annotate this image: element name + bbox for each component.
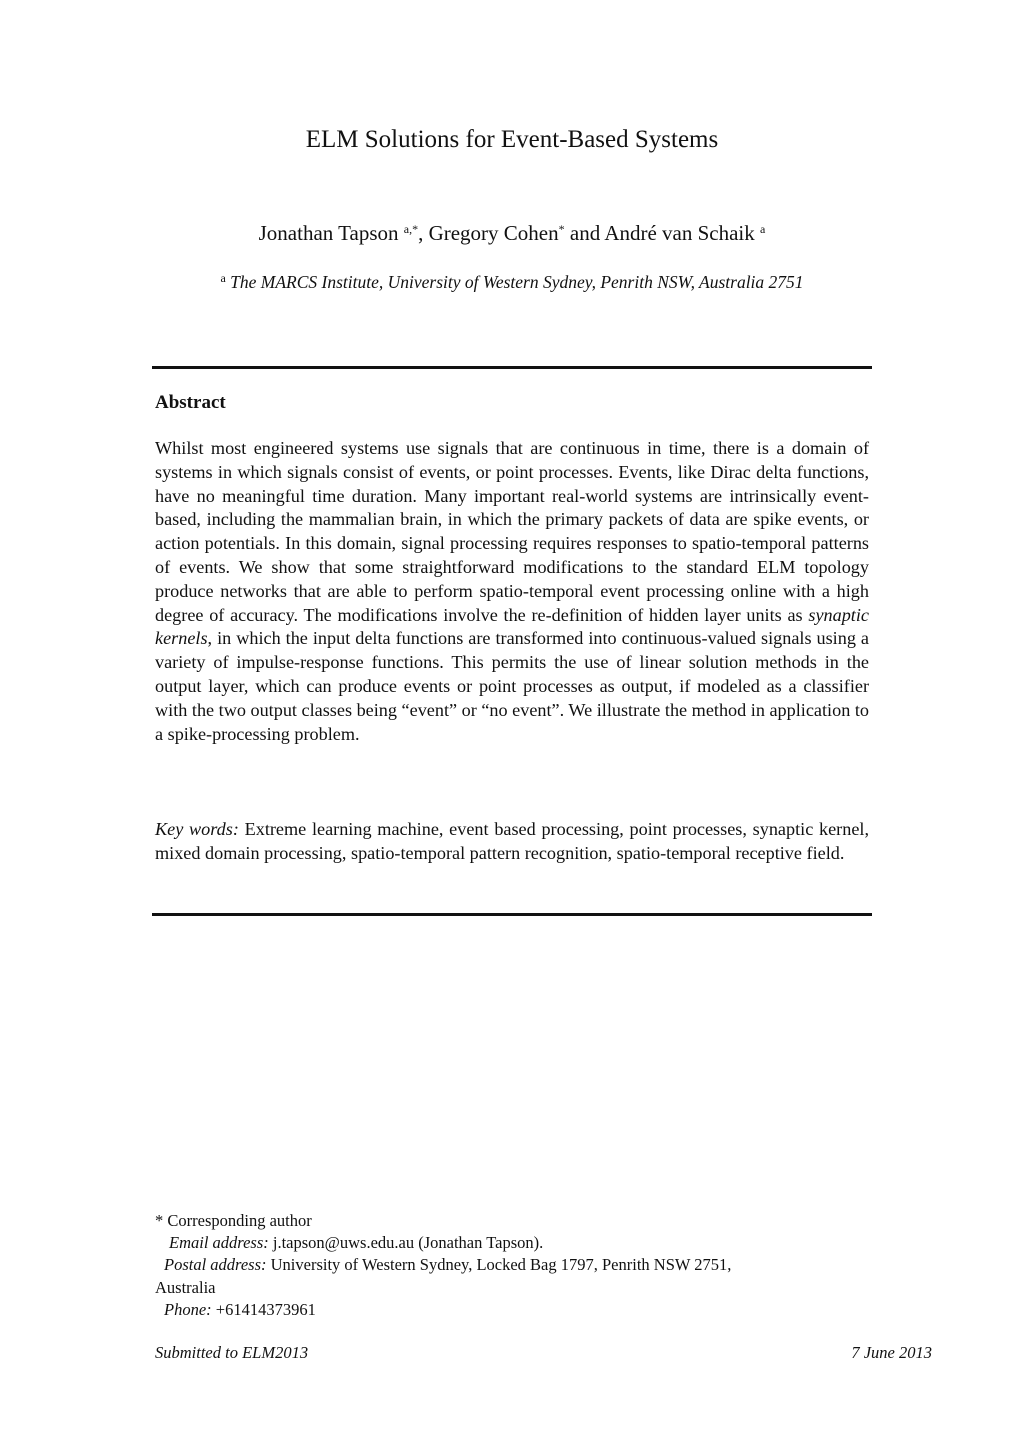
footnote-corresponding: * Corresponding author — [155, 1211, 312, 1230]
author-affiliation-mark: a,* — [403, 222, 419, 236]
author-list — [0, 218, 1024, 248]
keywords — [155, 818, 869, 866]
footnote-postal-continued: Australia — [155, 1277, 216, 1297]
bottom-divider — [152, 913, 872, 916]
abstract-text-part1: Whilst most engineered systems use signals that are continuous in time, there is a domain of systems in which signals consist of events, or point processes. Events, like Dirac delta functions, have no meaningful time duration. Many important real-world systems are intrinsically event-based, including the mammalian brain, in which the primary packets of data are spike events, or action potentials. In this domain, signal processing requires responses to spatio-temporal patterns of events. We show that some straightforward modifications to the standard ELM topology produce networks that are able to perform spatio-temporal event processing online with a high degree of accuracy. The modifications involve the re-definition of hidden layer units as — [155, 438, 869, 625]
keywords-text: Extreme learning machine, event based processing, point processes, synaptic kernel, mixed domain processing, spatio-temporal pattern recognition, spatio-temporal receptive field. — [155, 819, 869, 863]
submission-note: Submitted to ELM2013 — [155, 1343, 309, 1362]
author-name: Jonathan Tapson — [258, 221, 399, 245]
affiliation-mark: a — [220, 271, 226, 285]
abstract-text-part2: , in which the input delta functions are transformed into continuous-valued signals using a variety of impulse-response functions. This permits the use of linear solution methods in the output layer, which can produce events or point processes as output, if modeled as a classifier with the two output classes being “event” or “no event”. We illustrate the method in application to a spike-processing problem. — [155, 628, 869, 744]
postal-value: University of Western Sydney, Locked Bag 1797, Penrith NSW 2751, — [266, 1255, 732, 1275]
author-separator: and — [564, 221, 605, 245]
footnote-postal — [155, 1254, 935, 1276]
footnote-email — [155, 1232, 935, 1254]
email-value: j.tapson@uws.edu.au (Jonathan Tapson). — [268, 1233, 544, 1253]
author-name: André van Schaik — [604, 221, 755, 245]
phone-label: Phone: — [164, 1299, 212, 1319]
footnote-phone — [155, 1299, 935, 1321]
submission-date: 7 June 2013 — [851, 1343, 932, 1362]
phone-value: +61414373961 — [211, 1299, 316, 1319]
affiliation-text: The MARCS Institute, University of Western Sydney, Penrith NSW, Australia 2751 — [230, 272, 804, 292]
abstract-body — [155, 437, 869, 746]
top-divider — [152, 366, 872, 369]
author-separator: , — [418, 221, 429, 245]
keywords-label: Key words: — [155, 819, 239, 839]
paper-title: ELM Solutions for Event-Based Systems — [305, 126, 719, 153]
email-label: Email address: — [169, 1233, 269, 1253]
postal-label: Postal address: — [164, 1255, 267, 1275]
footnote — [155, 1210, 935, 1321]
author-name: Gregory Cohen — [428, 221, 559, 245]
abstract-heading: Abstract — [155, 392, 226, 413]
author-affiliation-mark: * — [558, 222, 565, 236]
author-affiliation-mark: a — [760, 222, 766, 236]
abstract-emphasis: synaptic kernels — [155, 604, 869, 649]
affiliation — [0, 269, 1024, 295]
